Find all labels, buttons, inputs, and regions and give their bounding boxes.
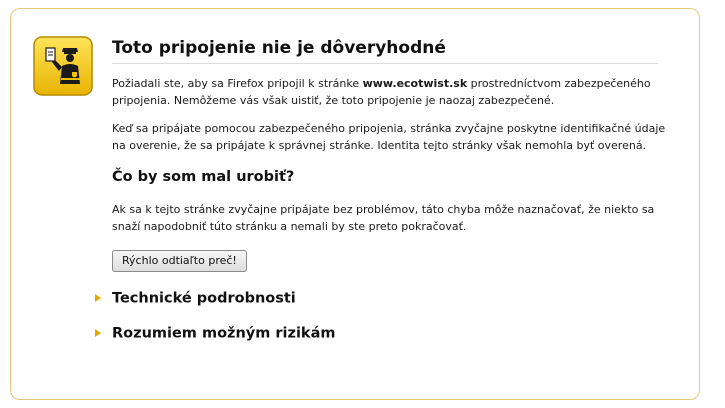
site-name: www.ecotwist.sk — [362, 77, 468, 90]
what-should-i-do-heading: Čo by som mal urobiť? — [112, 169, 295, 185]
what-should-i-do-text: Ak sa k tejto stránke zvyčajne pripájate bez problémov, táto chyba môže naznačovať, že niekto sa snaží napodobniť túto stránku a nemali by ste preto pokračovať. — [112, 203, 655, 233]
triangle-right-icon — [95, 329, 101, 337]
understand-risks-label: Rozumiem možným rizikám — [112, 325, 336, 342]
get-me-out-button[interactable]: Rýchlo odtiaľto preč! — [112, 250, 247, 272]
intro-text — [112, 75, 672, 109]
intro-suffix: prostredníctvom zabezpečeného pripojenia. Nemôžeme vás však uistiť, že toto pripojenie je naozaj zabezpečené. — [112, 77, 651, 107]
technical-details-expander[interactable] — [95, 288, 296, 307]
intro-prefix: Požiadali ste, aby sa Firefox pripojil k stránke — [112, 77, 363, 90]
understand-risks-expander[interactable] — [95, 323, 335, 342]
page-title: Toto pripojenie nie je dôveryhodné — [112, 38, 658, 64]
explanation-text: Keď sa pripájate pomocou zabezpečeného pripojenia, stránka zvyčajne poskytne identifikačné údaje na overenie, že sa pripájate k správnej stránke. Identita tejto stránky však nemohla byť overená. — [112, 122, 666, 152]
triangle-right-icon — [95, 294, 101, 302]
technical-details-label: Technické podrobnosti — [112, 290, 296, 307]
security-officer-shield-icon — [33, 36, 93, 96]
